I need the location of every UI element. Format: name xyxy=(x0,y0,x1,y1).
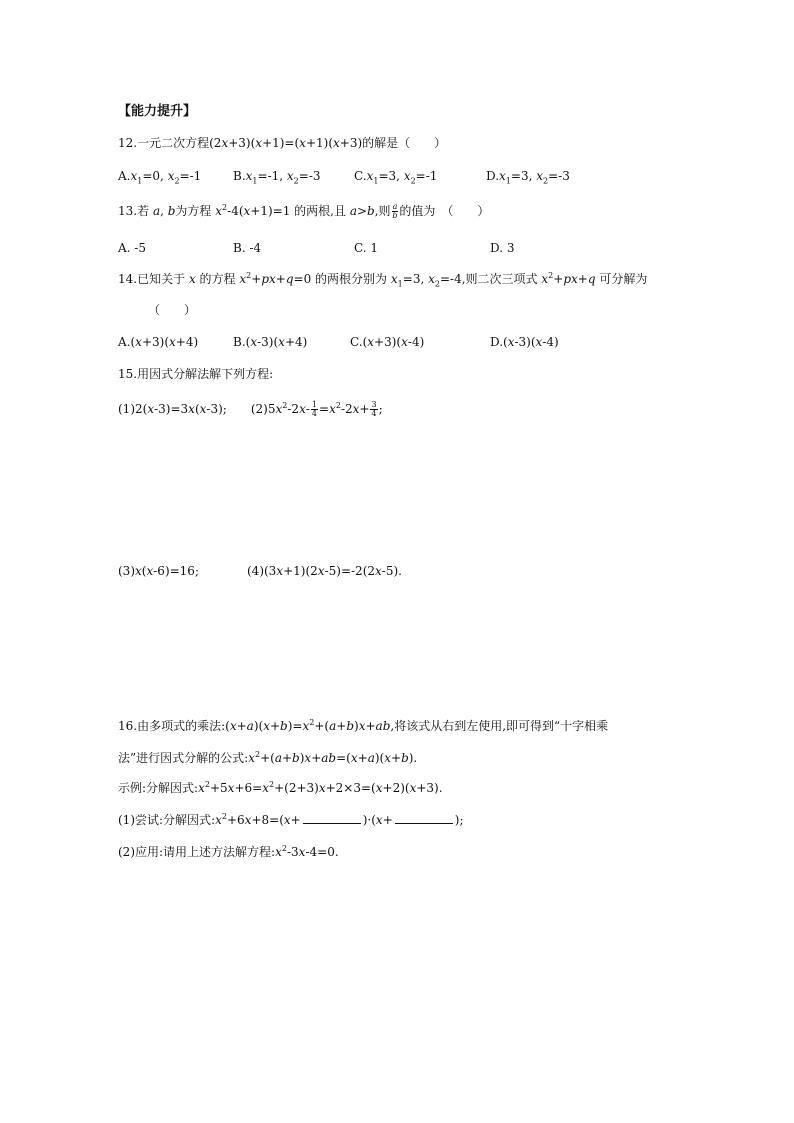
q13-option-b[interactable]: B. -4 xyxy=(233,241,262,255)
fraction-a-over-b: $\frac{a}{b}$ xyxy=(392,202,398,220)
question-16-line-1: 16.由多项式的乘法$:(x+a)(x+b)=x^2+(a+b)x+ab$,将该式从右到左使用,即可得到“十字相乘 xyxy=(118,718,609,733)
fraction-three-quarters: $\frac{3}{4}$ xyxy=(371,400,377,418)
q13-option-c[interactable]: C. 1 xyxy=(354,241,379,255)
question-14-stem: 14.已知关于 x 的方程 $x^2+px+q=0$ 的两根分别为 $x_1=3$, $x_2=-4$,则二次三项式 $x^2+px+q$ 可分解为 xyxy=(118,271,648,289)
section-title: 【能力提升】 xyxy=(118,104,197,119)
q14-option-c[interactable]: C.(x+3)(x-4) xyxy=(350,335,425,349)
q14-answer-paren: （ ） xyxy=(148,303,197,317)
question-15-parts-3-4: (3)x(x-6)=16; (4)(3x+1)(2x-5)=-2(2x-5). xyxy=(118,564,402,578)
q13-option-d[interactable]: D. 3 xyxy=(490,241,515,255)
q12-option-a[interactable]: $A.x_1=0$, $x_2=-1$ xyxy=(118,169,202,186)
q14-option-d[interactable]: D.(x-3)(x-4) xyxy=(490,335,559,349)
q14-option-b[interactable]: B.(x-3)(x+4) xyxy=(233,335,308,349)
question-15-parts-1-2: (1)2(x-3)=3x(x-3); $(2)5x^2-2x-$ $\frac{1}{4}$ $=x^2-2x+$ $\frac{3}{4}$ ; xyxy=(118,400,383,418)
q12-option-c[interactable]: $C.x_1=3$, $x_2=-1$ xyxy=(354,169,438,186)
answer-blank-1[interactable] xyxy=(303,813,361,824)
q12-option-d[interactable]: $D.x_1=3$, $x_2=-3$ xyxy=(486,169,570,186)
question-15-title: 15.用因式分解法解下列方程: xyxy=(118,367,274,381)
question-16-example: 示例:分解因式$:x^2+5x+6=x^2+(2+3)x+2\times 3=(x+2)(x+3)$. xyxy=(118,780,443,795)
answer-blank-2[interactable] xyxy=(395,813,453,824)
question-16-part-2: (2)应用:请用上述方法解方程$:x^2-3x-4=0$. xyxy=(118,844,339,859)
q12-option-b[interactable]: $B.x_1=-1$, $x_2=-3$ xyxy=(233,169,321,186)
question-16-line-2: 法”进行因式分解的公式$:x^2+(a+b)x+ab=(x+a)(x+b)$. xyxy=(118,750,418,765)
question-12-stem: 12.一元二次方程(2x+3)(x+1)=(x+1)(x+3)的解是（ ） xyxy=(118,136,447,150)
q14-option-a[interactable]: A.(x+3)(x+4) xyxy=(118,335,199,349)
q13-option-a[interactable]: A. -5 xyxy=(118,241,146,255)
fraction-one-quarter: $\frac{1}{4}$ xyxy=(311,400,317,418)
question-16-part-1: (1)尝试:分解因式$:x^2+6x+8=(x+ )\cdot(x+$ ); xyxy=(118,812,464,827)
question-13-stem: 13.若 a, b为方程 $x^2-4(x+1)=1$ 的两根,且 a>b,则 $\frac{a}{b}$ 的值为 （ ） xyxy=(118,202,490,220)
